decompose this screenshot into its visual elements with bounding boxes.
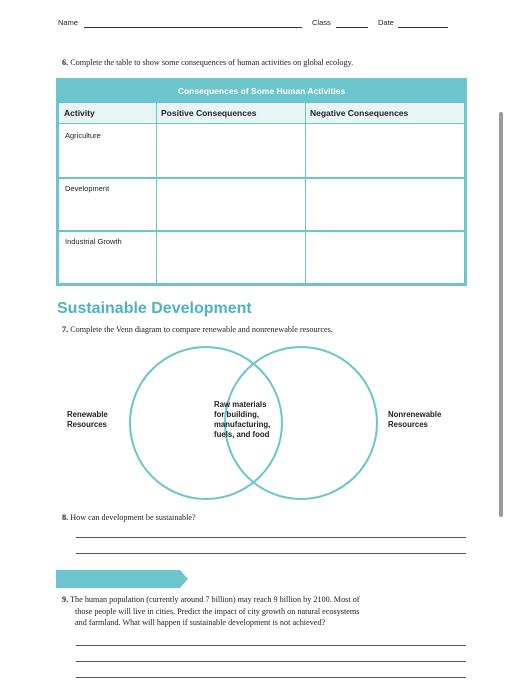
question-7-number: 7. <box>62 325 69 334</box>
venn-center-line3: manufacturing, <box>214 420 271 429</box>
venn-right-label <box>388 410 441 430</box>
column-header-activity: Activity <box>64 108 95 118</box>
row-label-industrial-growth: Industrial Growth <box>65 237 122 246</box>
question-8-text: How can development be sustainable? <box>70 513 196 522</box>
question-9-line3: and farmland. What will happen if sustainable development is not achieved? <box>75 618 326 627</box>
section-title: Sustainable Development <box>57 300 252 317</box>
row-label-agriculture: Agriculture <box>65 131 101 140</box>
question-8 <box>62 513 196 522</box>
question-6-text: Complete the table to show some consequences of human activities on global ecology. <box>70 58 354 67</box>
answer-line-q9-2[interactable] <box>76 661 466 662</box>
column-header-positive: Positive Consequences <box>161 108 257 118</box>
question-9-line1 <box>62 594 360 606</box>
question-9-text-line1: The human population (currently around 7 billion) may reach 9 billion by 2100. Most of <box>70 595 360 604</box>
date-label: Date <box>378 18 394 27</box>
table-title: Consequences of Some Human Activities <box>59 81 464 103</box>
column-header-negative: Negative Consequences <box>310 108 409 118</box>
venn-center-line4: fuels, and food <box>214 430 270 439</box>
question-9-line2: those people will live in cities. Predict the impact of city growth on natural ecosystems <box>75 606 360 616</box>
class-label: Class <box>312 18 331 27</box>
venn-left-label-line2: Resources <box>67 420 107 429</box>
venn-center-line1: Raw materials <box>214 400 267 409</box>
question-7-text: Complete the Venn diagram to compare renewable and nonrenewable resources. <box>70 325 333 334</box>
answer-line-q8-1[interactable] <box>76 537 466 538</box>
venn-center-line2: for building, <box>214 410 260 419</box>
answer-line-q9-1[interactable] <box>76 645 466 646</box>
question-9 <box>62 594 360 629</box>
venn-left-label-line1: Renewable <box>67 410 108 419</box>
section-banner <box>56 570 188 588</box>
question-8-number: 8. <box>62 513 69 522</box>
venn-right-label-line1: Nonrenewable <box>388 410 442 419</box>
name-label: Name <box>58 18 79 27</box>
venn-center-label <box>214 400 270 440</box>
row-label-development: Development <box>65 184 110 193</box>
question-9-number: 9. <box>62 595 69 604</box>
answer-line-q9-3[interactable] <box>76 677 466 678</box>
banner-arrow-shape <box>56 570 188 588</box>
venn-left-label <box>67 410 108 430</box>
venn-right-label-line2: Resources <box>388 420 428 429</box>
answer-line-q8-2[interactable] <box>76 553 466 554</box>
question-6-number: 6. <box>62 58 69 67</box>
